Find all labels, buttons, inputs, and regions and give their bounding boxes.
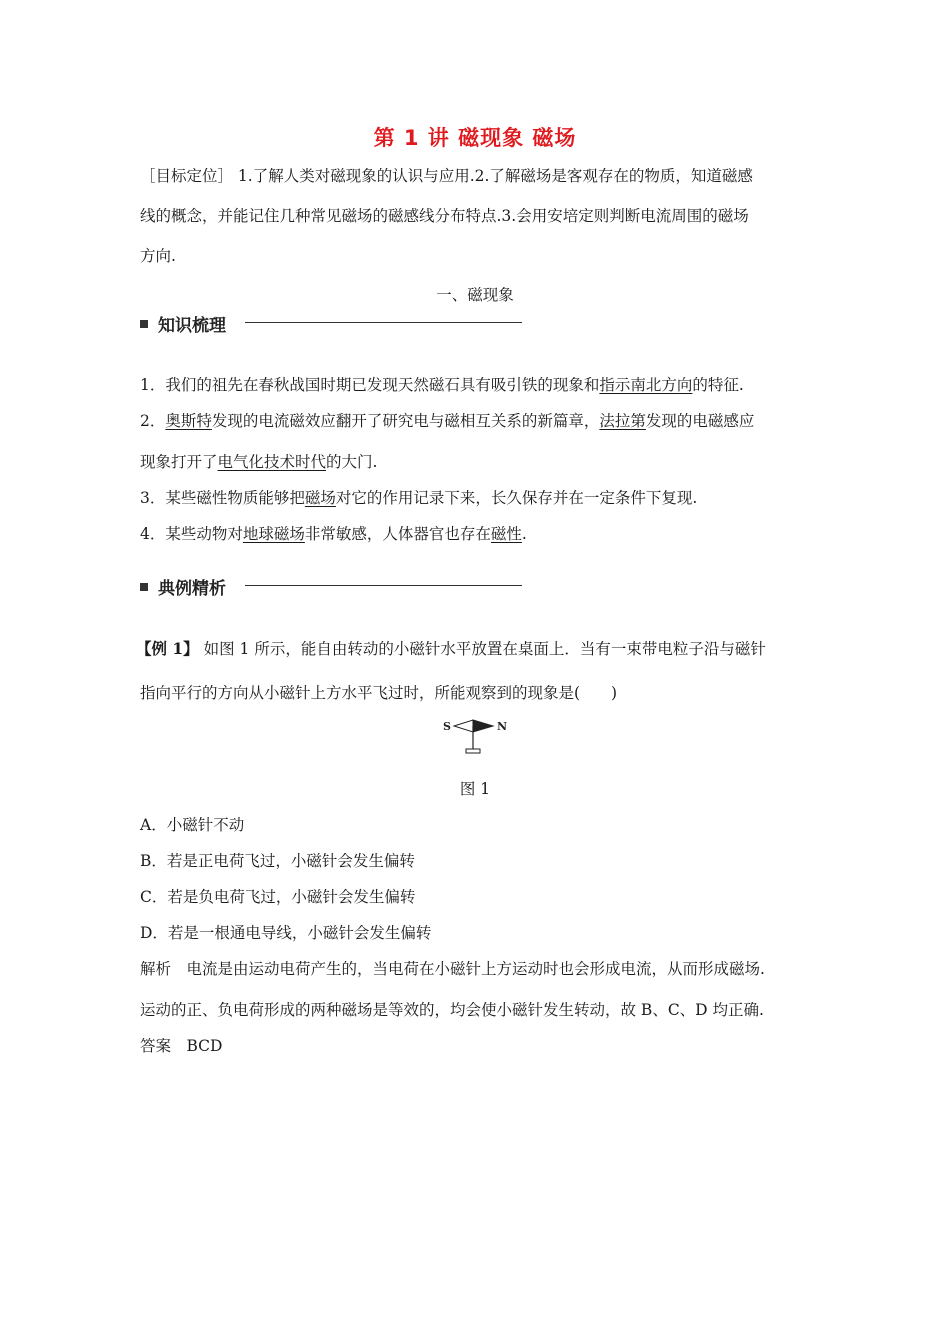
item-4 — [140, 522, 527, 544]
option-a: A．小磁针不动 — [140, 816, 245, 834]
section-subheading: 一、磁现象 — [436, 286, 514, 304]
item-4-text-b: 非常敏感，人体器官也存在 — [304, 525, 491, 543]
figure-label-n: N — [497, 720, 508, 733]
goal-line-1: ［目标定位］ 1.了解人类对磁现象的认识与应用.2.了解磁场是客观存在的物质，知道磁感 — [140, 167, 753, 185]
needle-north-half — [473, 720, 493, 732]
item-2-text-b: 发现的电流磁效应翻开了研究电与磁相互关系的新篇章， — [211, 412, 600, 430]
item-2b-blank: 电气化技术时代 — [217, 453, 327, 471]
item-2 — [140, 409, 754, 431]
option-c: C．若是负电荷飞过，小磁针会发生偏转 — [140, 888, 416, 906]
compass-needle-icon — [440, 713, 510, 757]
analysis-line-2: 运动的正、负电荷形成的两种磁场是等效的，均会使小磁针发生转动，故 B、C、D 均正确. — [140, 1001, 764, 1019]
analysis-line-1: 解析 电流是由运动电荷产生的，当电荷在小磁针上方运动时也会形成电流，从而形成磁场. — [140, 960, 765, 978]
knowledge-heading-label: 知识梳理 — [158, 316, 226, 336]
item-1 — [140, 373, 744, 395]
examples-heading-label: 典例精析 — [158, 579, 226, 599]
option-d: D．若是一根通电导线，小磁针会发生偏转 — [140, 924, 432, 942]
goal-line-2: 线的概念，并能记住几种常见磁场的磁感线分布特点.3.会用安培定则判断电流周围的磁场 — [140, 207, 749, 225]
item-4-text-a: 4．某些动物对 — [140, 525, 243, 543]
item-1-text-a: 1．我们的祖先在春秋战国时期已发现天然磁石具有吸引铁的现象和 — [140, 376, 600, 394]
examples-heading — [140, 574, 226, 599]
item-1-blank: 指示南北方向 — [599, 376, 693, 394]
square-bullet-icon — [140, 320, 148, 328]
item-3-text-b: 对它的作用记录下来，长久保存并在一定条件下复现. — [335, 489, 698, 507]
example-line-2: 指向平行的方向从小磁针上方水平飞过时，所能观察到的现象是( ) — [140, 684, 618, 702]
figure-caption: 图 1 — [459, 780, 491, 798]
item-4-text-c: . — [521, 525, 527, 543]
item-2b-text-b: 的大门. — [326, 453, 378, 471]
compass-needle-figure — [440, 713, 510, 757]
needle-south-half — [454, 720, 473, 732]
item-3-blank: 磁场 — [304, 489, 336, 507]
item-4-blank-2: 磁性 — [490, 525, 522, 543]
page-title: 第 1 讲 磁现象 磁场 — [373, 126, 577, 150]
examples-heading-rule — [245, 585, 522, 586]
item-4-blank-1: 地球磁场 — [242, 525, 305, 543]
knowledge-heading — [140, 311, 226, 336]
knowledge-heading-rule — [245, 322, 522, 323]
item-2-blank-1: 奥斯特 — [165, 412, 212, 430]
goal-line-3: 方向. — [140, 247, 176, 265]
figure-label-s: S — [443, 720, 451, 733]
item-2b-text-a: 现象打开了 — [140, 453, 218, 471]
item-2-text-c: 发现的电磁感应 — [645, 412, 755, 430]
example-line-1 — [136, 637, 766, 659]
example-text-1: 如图 1 所示，能自由转动的小磁针水平放置在桌面上．当有一束带电粒子沿与磁针 — [198, 640, 766, 658]
item-2-blank-2: 法拉第 — [599, 412, 646, 430]
square-bullet-icon — [140, 583, 148, 591]
item-2-text-a: 2． — [140, 412, 166, 430]
item-2-continued — [140, 450, 377, 472]
item-3-text-a: 3．某些磁性物质能够把 — [140, 489, 305, 507]
example-tag: 【例 1】 — [136, 639, 199, 658]
item-3 — [140, 486, 697, 508]
item-1-text-b: 的特征. — [692, 376, 744, 394]
option-b: B．若是正电荷飞过，小磁针会发生偏转 — [140, 852, 415, 870]
answer: 答案 BCD — [140, 1037, 223, 1055]
needle-base — [466, 749, 480, 753]
